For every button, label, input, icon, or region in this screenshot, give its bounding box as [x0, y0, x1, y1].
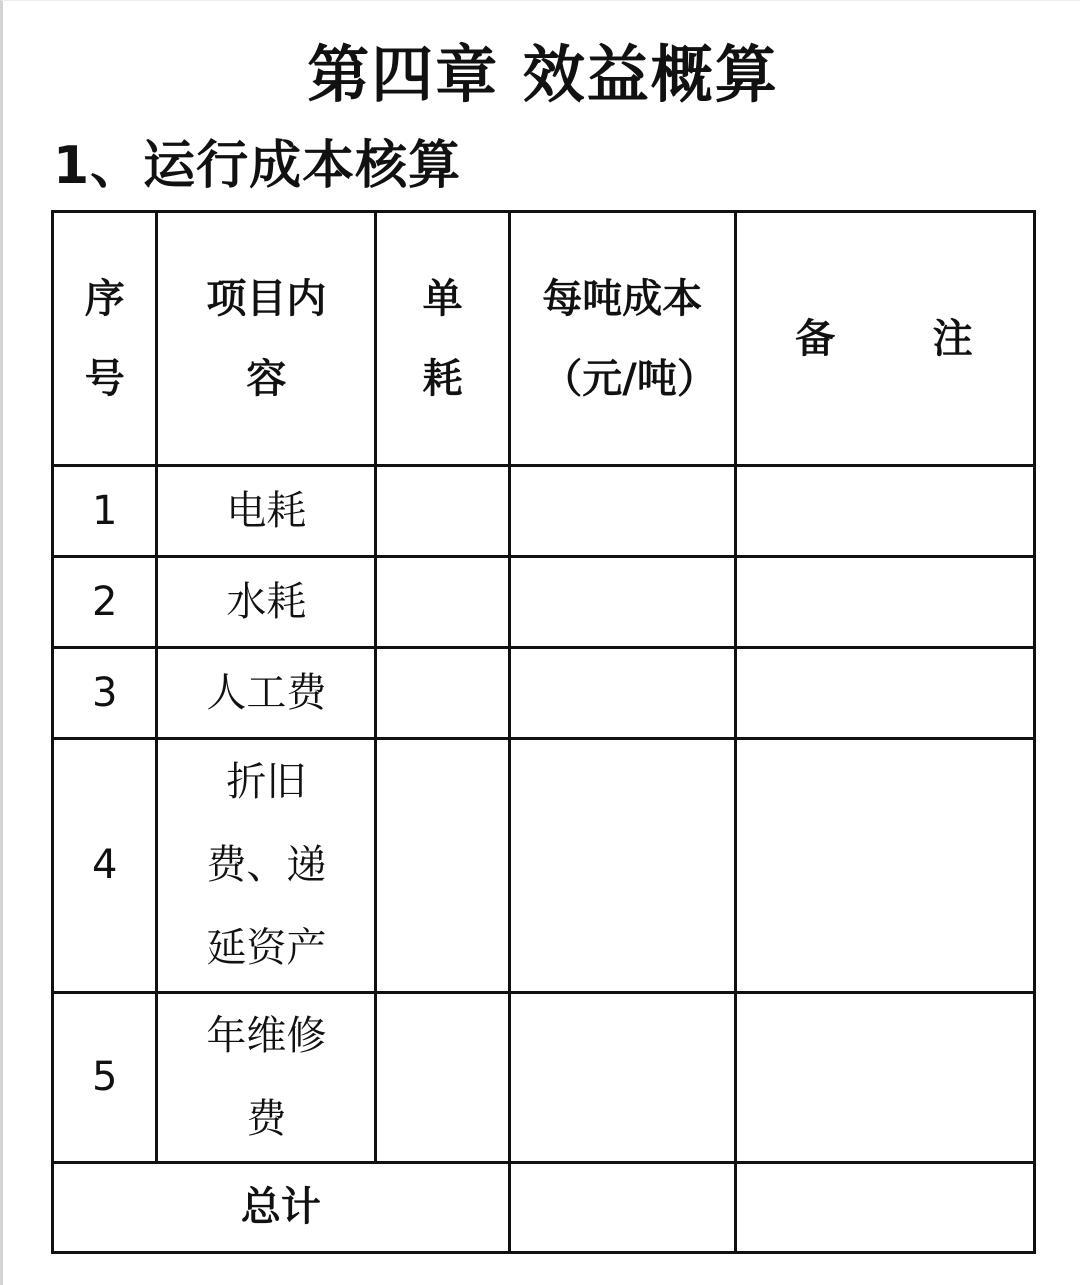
total-remark: [735, 1163, 1034, 1253]
row-item: 水耗: [157, 557, 376, 648]
row-cost: [509, 993, 735, 1163]
header-unit-consumption: 单耗: [376, 212, 510, 466]
total-label: 总计: [53, 1163, 510, 1253]
row-no: 2: [53, 557, 157, 648]
row-cost: [509, 648, 735, 739]
table-row: [53, 993, 1035, 1163]
row-no: 1: [53, 466, 157, 557]
row-item: 年维修费: [157, 993, 376, 1163]
total-cost: [509, 1163, 735, 1253]
row-no: 3: [53, 648, 157, 739]
row-item: 折旧费、递延资产: [157, 739, 376, 993]
row-remark: [735, 739, 1034, 993]
row-unit: [376, 993, 510, 1163]
row-unit: [376, 739, 510, 993]
row-unit: [376, 557, 510, 648]
row-remark: [735, 993, 1034, 1163]
row-remark: [735, 648, 1034, 739]
header-cost-per-ton: 每吨成本（元/吨）: [509, 212, 735, 466]
row-no: 4: [53, 739, 157, 993]
table-row: [53, 648, 1035, 739]
row-unit: [376, 648, 510, 739]
table-row: [53, 466, 1035, 557]
header-remark: 备 注: [735, 212, 1034, 466]
header-no: 序号: [53, 212, 157, 466]
row-item: 电耗: [157, 466, 376, 557]
table-row: [53, 557, 1035, 648]
row-cost: [509, 557, 735, 648]
row-unit: [376, 466, 510, 557]
row-item: 人工费: [157, 648, 376, 739]
row-no: 5: [53, 993, 157, 1163]
table-row: [53, 739, 1035, 993]
row-remark: [735, 466, 1034, 557]
section-title: 1、运行成本核算: [53, 136, 462, 196]
cost-table: [51, 210, 1036, 1254]
row-cost: [509, 739, 735, 993]
header-item: 项目内容: [157, 212, 376, 466]
table-header-row: [53, 212, 1035, 466]
chapter-title: 第四章 效益概算: [307, 38, 779, 111]
table-total-row: [53, 1163, 1035, 1253]
row-cost: [509, 466, 735, 557]
row-remark: [735, 557, 1034, 648]
